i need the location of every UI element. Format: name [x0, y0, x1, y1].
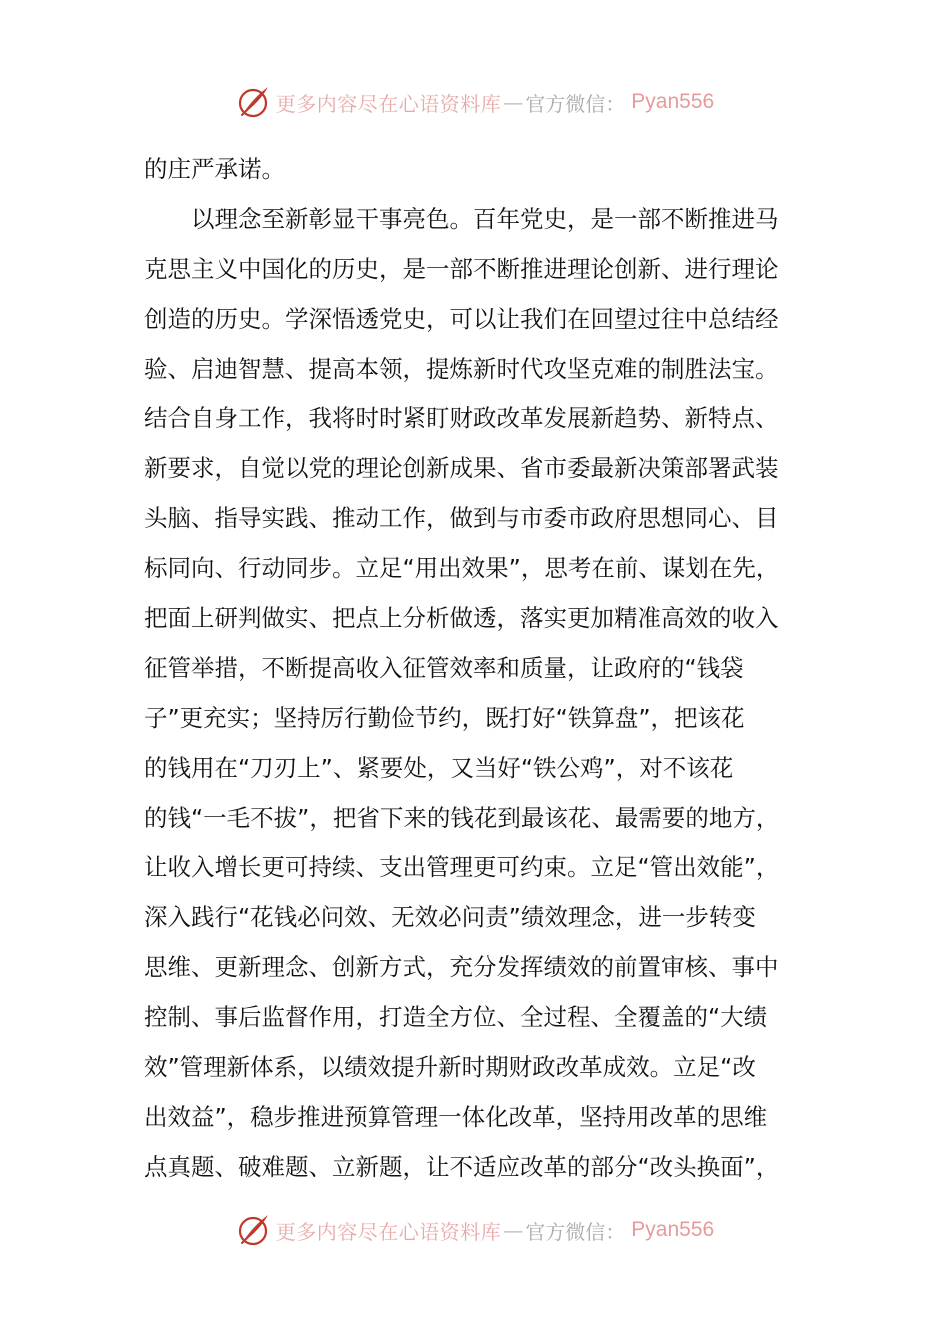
text-line: 的钱用在“刀刃上”、紧要处，又当好“铁公鸡”，对不该花	[144, 753, 734, 782]
text-line: 控制、事后监督作用，打造全方位、全过程、全覆盖的“大绩	[144, 1003, 768, 1032]
text-line: 克思主义中国化的历史，是一部不断推进理论创新、进行理论	[144, 254, 779, 283]
quill-logo-icon	[236, 84, 272, 120]
text-line: 效”管理新体系，以绩效提升新时期财政改革成效。立足“改	[144, 1053, 756, 1082]
text-line: 的钱“一毛不拔”，把省下来的钱花到最该花、最需要的地方，	[144, 803, 780, 832]
text-line: 出效益”，稳步推进预算管理一体化改革，坚持用改革的思维	[144, 1102, 768, 1131]
text-line: 验、启迪智慧、提高本领，提炼新时代攻坚克难的制胜法宝。	[144, 354, 779, 383]
watermark-id: Pyan556	[631, 90, 715, 113]
paragraph-start-line: 以理念至新彰显干事亮色。百年党史，是一部不断推进马	[191, 204, 779, 233]
watermark-id: Pyan556	[631, 1218, 715, 1241]
text-line: 思维、更新理念、创新方式，充分发挥绩效的前置审核、事中	[144, 953, 779, 982]
text-line: 深入践行“花钱必问效、无效必问责”绩效理念，进一步转变	[144, 903, 756, 932]
watermark-text: 更多内容尽在心语资料库	[275, 1219, 502, 1244]
text-line: 点真题、破难题、立新题，让不适应改革的部分“改头换面”，	[144, 1152, 780, 1181]
watermark-header	[0, 82, 950, 122]
text-line: 把面上研判做实、把点上分析做透，落实更加精准高效的收入	[144, 604, 779, 633]
watermark-text: 更多内容尽在心语资料库	[275, 91, 502, 116]
text-line: 头脑、指导实践、推动工作，做到与市委市政府思想同心、目	[144, 504, 779, 533]
watermark-suffix: 官方微信：	[525, 1219, 626, 1244]
watermark-suffix: 官方微信：	[525, 91, 626, 116]
watermark-separator: —	[503, 1218, 524, 1242]
document-body	[144, 145, 820, 1193]
text-line: 的庄严承诺。	[144, 155, 285, 183]
text-line: 标同向、行动同步。立足“用出效果”，思考在前、谋划在先，	[144, 554, 780, 583]
quill-logo-icon	[236, 1212, 272, 1248]
text-line: 让收入增长更可持续、支出管理更可约束。立足“管出效能”，	[144, 853, 780, 882]
text-line: 子”更充实；坚持厉行勤俭节约，既打好“铁算盘”，把该花	[144, 703, 745, 732]
text-line: 创造的历史。学深悟透党史，可以让我们在回望过往中总结经	[144, 304, 779, 333]
watermark-footer	[0, 1210, 950, 1250]
text-line: 结合自身工作，我将时时紧盯财政改革发展新趋势、新特点、	[144, 404, 779, 433]
watermark-separator: —	[503, 90, 524, 114]
text-line: 新要求，自觉以党的理论创新成果、省市委最新决策部署武装	[144, 454, 779, 483]
text-line: 征管举措，不断提高收入征管效率和质量，让政府的“钱袋	[144, 653, 744, 682]
